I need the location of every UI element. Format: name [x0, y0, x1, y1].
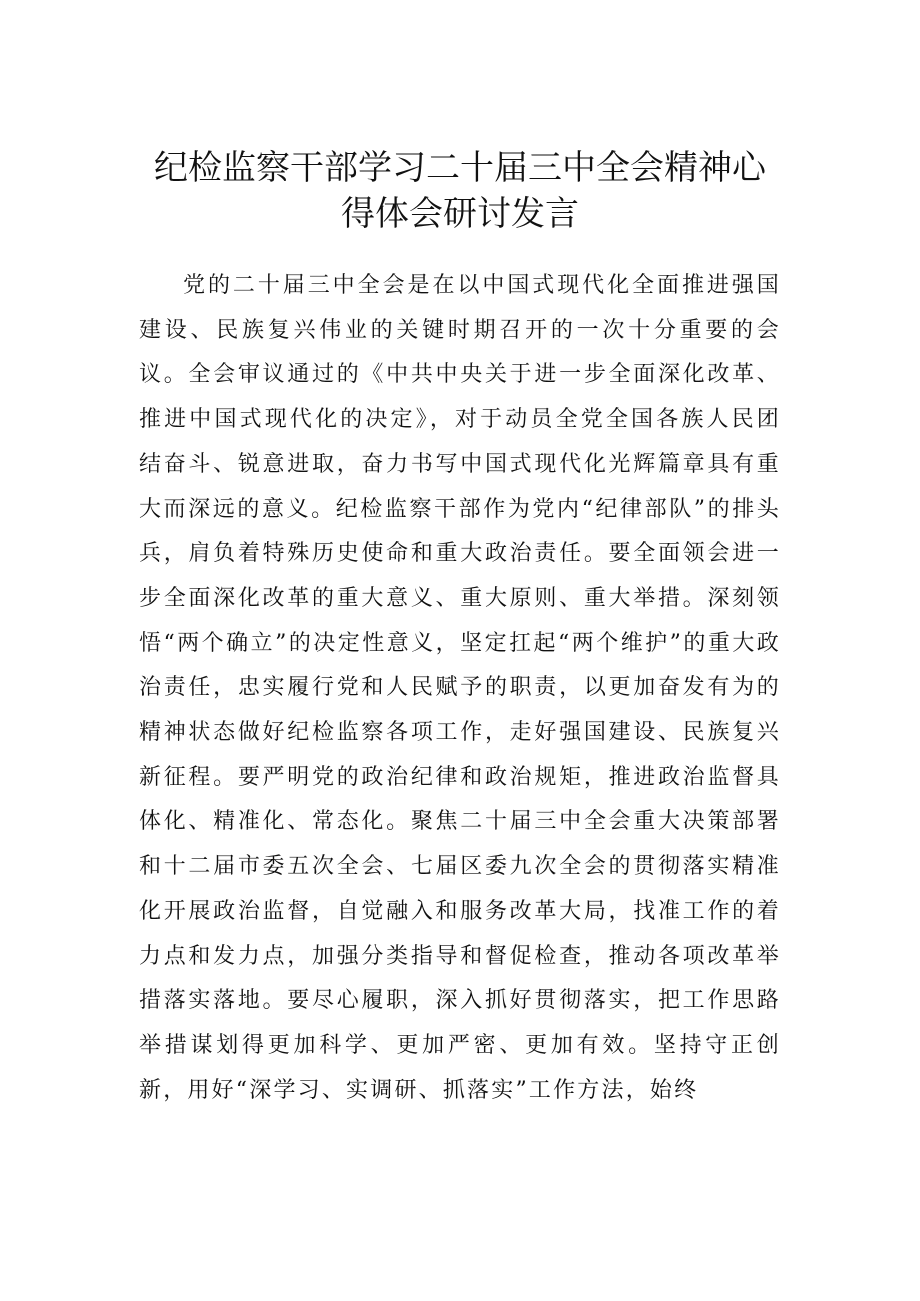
document-title: 纪检监察干部学习二十届三中全会精神心 得体会研讨发言 — [154, 148, 766, 234]
body-paragraph: 党的二十届三中全会是在以中国式现代化全面推进强国建设、民族复兴伟业的关键时期召开的一次十分重要的会议。全会审议通过的《中共中央关于进一步全面深化改革、推进中国式现代化的决定》，对于动员全党全国各族人民团结奋斗、锐意进取，奋力书写中国式现代化光辉篇章具有重大而深远的意义。纪检监察干部作为党内“纪律部队”的排头兵，肩负着特殊历史使命和重大政治责任。要全面领会进一步全面深化改革的重大意义、重大原则、重大举措。深刻领悟“两个确立”的决定性意义，坚定扛起“两个维护”的重大政治责任，忠实履行党和人民赋予的职责，以更加奋发有为的精神状态做好纪检监察各项工作，走好强国建设、民族复兴新征程。要严明党的政治纪律和政治规矩，推进政治监督具体化、精准化、常态化。聚焦二十届三中全会重大决策部署和十二届市委五次全会、七届区委九次全会的贯彻落实精准化开展政治监督，自觉融入和服务改革大局，找准工作的着力点和发力点，加强分类指导和督促检查，推动各项改革举措落实落地。要尽心履职，深入抓好贯彻落实，把工作思路举措谋划得更加科学、更加严密、更加有效。坚持守正创新，用好“深学习、实调研、抓落实”工作方法，始终 — [139, 273, 781, 1103]
